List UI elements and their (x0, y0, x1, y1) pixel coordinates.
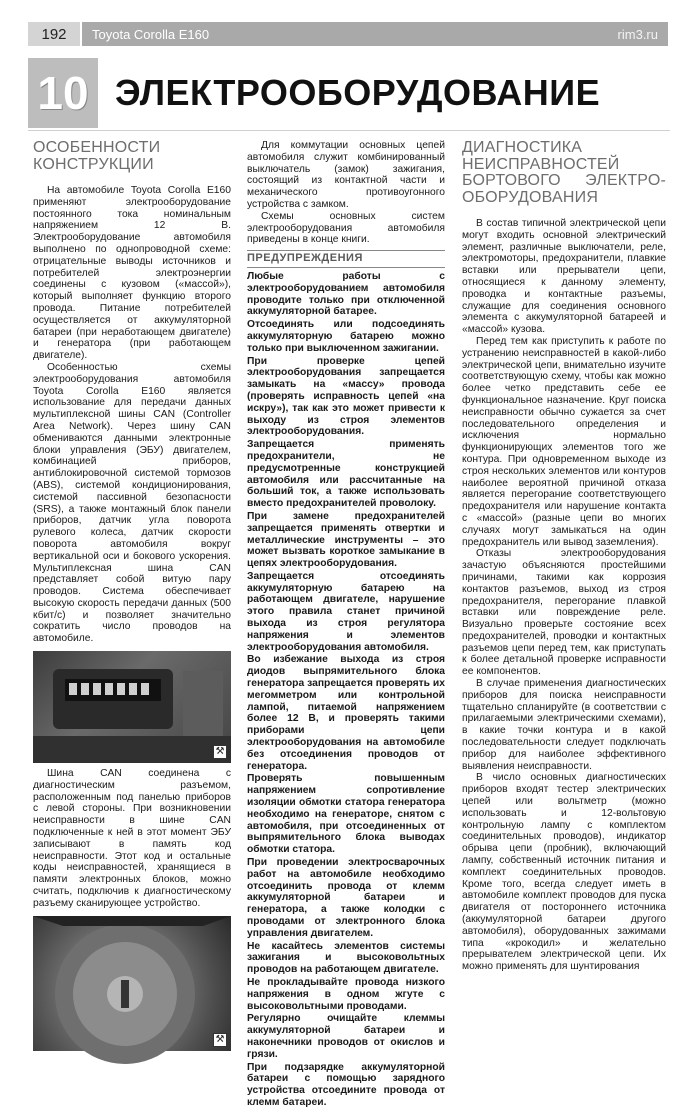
paragraph: В состав типичной электрической цепи могут входить основной электрический элемент, различные выключатели, реле, электромоторы, предохранители, плавкие вставки или прерыватели цепи, относящиеся к данному элементу, проводка и контактные разъемы, служащие для соединения основного элемента с аккумуляторной батареей и «массой» кузова. (462, 218, 666, 336)
diagnostic-connector-photo (33, 651, 231, 763)
column-3 (462, 140, 666, 973)
warning-item: Не прокладывайте провода низкого напряжения в одном жгуте с высоковольтными проводами. (247, 976, 445, 1012)
chapter-number-box (28, 58, 98, 128)
connector-illustration (33, 651, 231, 763)
warning-item: При проведении электросварочных работ на автомобиле необходимо отсоединить провода от клемм аккумуляторной батареи и генератора, а также колодки с проводами от электронного блока управления двигателем. (247, 857, 445, 939)
wrench-icon: ⚒ (213, 745, 227, 759)
warning-item: Не касайтесь элементов системы зажигания и высоковольтных проводов на работающем двигателе. (247, 940, 445, 976)
warning-item: Любые работы с электрооборудованием автомобиля проводите только при отключенной аккумуляторной батарее. (247, 270, 445, 318)
paragraph: Схемы основных систем электрооборудования автомобиля приведены в конце книги. (247, 210, 445, 246)
paragraph: Отказы электрооборудования зачастую объясняются простейшими причинами, такими как коррозия контактов разъемов, выход из строя предохранителя, перегорание плавкой вставки или повреждение реле. Визуально проверьте состояние всех предохранителей, проводки и контактных разъемов цепи перед тем, как приступать к более детальной проверке исправности ее компонентов. (462, 548, 666, 678)
warning-item: Регулярно очищайте клеммы аккумуляторной батареи и наконечники проводов от окислов и грязи. (247, 1013, 445, 1060)
warnings-list (247, 271, 445, 1109)
warning-item: Проверять повышенным напряжением сопротивление изоляции обмотки статора генератора необходимо на генераторе, снятом с автомобиля, при отсоединенных от выпрямительного блока выводах обмотки статора. (247, 773, 445, 856)
warning-item: При подзарядке аккумуляторной батареи с помощью зарядного устройства отсоедините провода от клемм батареи. (247, 1061, 445, 1108)
warning-item: Отсоединять или подсоединять аккумуляторную батарею можно только при выключенном зажигании. (247, 319, 445, 354)
warning-item: Запрещается применять предохранители, не предусмотренные конструкцией автомобиля или рассчитанные на больший ток, а также использовать вместо предохранителей проволоку. (247, 439, 445, 510)
warning-item: При проверке цепей электрооборудования запрещается замыкать на «массу» провода (проверять исправность цепей «на искру»), так как это может привести к выходу из строя элементов электрооборудования. (247, 355, 445, 438)
header-bar (82, 22, 668, 46)
section-heading-design: ОСОБЕННОСТИ КОНСТРУКЦИИ (33, 139, 161, 173)
page-number: 192 (28, 22, 80, 46)
warnings-heading: ПРЕДУПРЕЖДЕНИЯ (247, 250, 445, 268)
paragraph: Для коммутации основных цепей автомобиля служит комбинированный выключатель (замок) зажигания, состоящий из контактной части и механического противоугонного устройства с замком. (247, 140, 445, 210)
paragraph: В случае применения диагностических приборов для поиска неисправности тщательно спланируйте (в соответствии с прилагаемыми электрическими схемами), в какие точки контура и в какой последовательности следует подключать прибор для наиболее эффективного выявления неисправности. (462, 678, 666, 772)
column-1 (33, 140, 231, 1051)
ignition-lock-photo (33, 916, 231, 1051)
paragraph: Шина CAN соединена с диагностическим разъемом, расположенным под панелью приборов с левой стороны. При возникновении неисправности в шине CAN подключенные к ней в этот момент ЭБУ записывают в память код неисправности. Этот код и остальные коды неисправностей, хранящиеся в памяти электронных блоков, можно считать, подключив к диагностическому разъему сканирующее устройство. (33, 768, 231, 909)
site-name: rim3.ru (617, 26, 658, 42)
wrench-icon: ⚒ (213, 1033, 227, 1047)
column-2 (247, 140, 445, 1110)
paragraph: В число основных диагностических приборов входят тестер электрических цепей или вольтметр (можно использовать и 12-вольтовую контрольную лампу с комплектом соединительных проводов), индикатор обрыва цепи (пробник), включающий лампу, собственный источник питания и комплект соединительных проводов. Кроме того, всегда следует иметь в автомобиле комплект проводов для пуска двигателя от постороннего источника (аккумуляторной батареи другого автомобиля), оборудованных зажимами типа «крокодил» и желательно прерывателем электрической цепи. Их можно применять для шунтирования (462, 772, 666, 973)
chapter-number: 10 (37, 67, 89, 119)
warning-item: При замене предохранителей запрещается применять отвертки и металлические инструменты – это может вызвать короткое замыкание в цепях электрооборудования. (247, 510, 445, 570)
page-header (0, 0, 700, 50)
paragraph: Перед тем как приступить к работе по устранению неисправностей в какой-либо электрической цепи, внимательно изучите соответствующую схему, чтобы как можно более четко представить себе ее функциональное назначение. Круг поиска неисправности обычно сужается за счет последовательного определения и исключения нормально функционирующих элементов того же контура. При одновременном выходе из строя нескольких элементов или контуров наиболее вероятной причиной отказа является перегорание соответствующего предохранителя или нарушение контакта с «массой» (разные цепи во многих случаях могут замыкаться на один предохранитель или вывод заземления). (462, 335, 666, 548)
ignition-lock-illustration (33, 916, 231, 1051)
chapter-title: ЭЛЕКТРООБОРУДОВАНИЕ (115, 72, 601, 113)
book-title: Toyota Corolla E160 (92, 26, 210, 42)
paragraph: На автомобиле Toyota Corolla E160 применяют электрооборудование постоянного тока номинальным напряжением 12 В. Электрооборудование автомобиля выполнено по однопроводной схеме: отрицательные выводы источников и потребителей электроэнергии соединены с кузовом («массой»), который выполняет функцию второго провода. Питание потребителей осуществляется от аккумуляторной батареи (при неработающем двигателе) и генератора (при работающем двигателе). (33, 185, 231, 362)
divider (28, 130, 670, 131)
warning-item: Запрещается отсоединять аккумуляторную батарею на работающем двигателе, нарушение этого правила станет причиной выхода из строя регулятора напряжения и элементов электрооборудования автомобиля. (247, 570, 445, 653)
warning-item: Во избежание выхода из строя диодов выпрямительного блока генератора запрещается проверять их мегомметром или контрольной лампой, питаемой напряжением более 12 В, и проверять такими приборами цепи электрооборудования на автомобиле без отсоединения проводов от генератора. (247, 654, 445, 772)
section-heading-diagnostics: ДИАГНОСТИКА НЕИСПРАВНОСТЕЙ БОРТОВОГО ЭЛЕКТРО-ОБОРУДОВАНИЯ (462, 139, 666, 206)
paragraph: Особенностью схемы электрооборудования автомобиля Toyota Corolla E160 является использование для передачи данных мультиплексной шины CAN (Controller Area Network). Через шину CAN обмениваются данными электронные блоки управления (ЭБУ) двигателем, комбинацией приборов, антиблокировочной системой тормозов (ABS), системой кондиционирования, системой пассивной безопасности (SRS), а также монтажный блок панели приборов, датчик угла поворота рулевого колеса, датчик скорости поворота автомобиля вокруг вертикальной оси и бокового ускорения. Мультиплексная шина CAN представляет собой витую пару проводов. Система обеспечивает высокую скорость передачи данных (500 кбит/с) и позволяет значительно сократить число проводов на автомобиле. (33, 361, 231, 645)
